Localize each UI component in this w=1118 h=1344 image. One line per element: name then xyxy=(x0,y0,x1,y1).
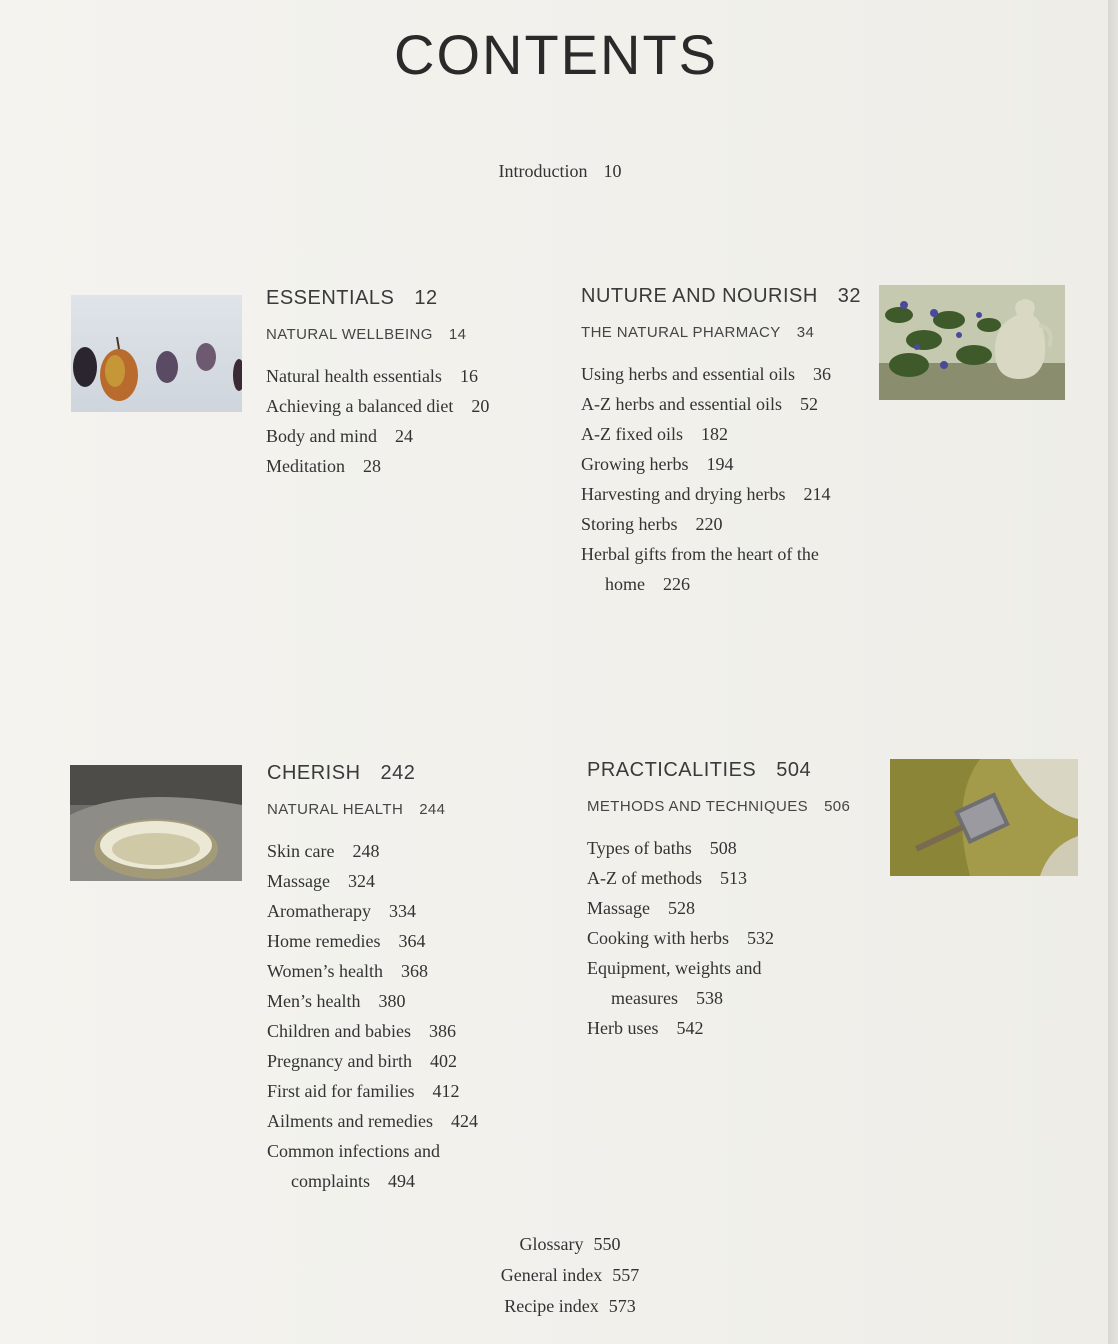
list-item: General index 557 xyxy=(500,1265,640,1285)
page-title: CONTENTS xyxy=(394,23,718,86)
list-item: First aid for families 412 xyxy=(267,1081,460,1101)
list-item: A-Z fixed oils 182 xyxy=(581,424,728,444)
end-matter xyxy=(420,1229,720,1322)
list-item: Glossary 550 xyxy=(519,1234,621,1254)
section-page: 504 xyxy=(776,759,812,781)
section-title: PRACTICALITIES xyxy=(587,759,757,781)
list-item: Cooking with herbs 532 xyxy=(587,928,774,948)
list-item: Achieving a balanced diet 20 xyxy=(266,396,490,416)
list-item: Massage 324 xyxy=(267,871,375,891)
subsection-heading xyxy=(581,324,861,341)
list-item: Herbal gifts from the heart of the home 226 xyxy=(581,544,819,594)
section-title: NUTURE AND NOURISH xyxy=(581,285,818,307)
introduction-label: Introduction xyxy=(498,161,588,181)
list-item: Men’s health 380 xyxy=(267,991,406,1011)
section-page: 12 xyxy=(414,287,438,309)
introduction-page: 10 xyxy=(603,161,622,181)
list-item: Pregnancy and birth 402 xyxy=(267,1051,457,1071)
subsection-title: METHODS AND TECHNIQUES xyxy=(587,798,809,815)
section-cherish xyxy=(267,762,478,1196)
entry-list xyxy=(266,361,489,481)
list-item: Herb uses 542 xyxy=(587,1018,704,1038)
list-item: Skin care 248 xyxy=(267,841,380,861)
list-item: Types of baths 508 xyxy=(587,838,737,858)
subsection-heading xyxy=(267,801,478,818)
section-heading xyxy=(581,285,861,308)
list-item: Common infections and complaints 494 xyxy=(267,1141,440,1191)
section-page: 242 xyxy=(380,762,416,784)
list-item: Children and babies 386 xyxy=(267,1021,456,1041)
list-item: Recipe index 573 xyxy=(504,1296,636,1316)
section-heading xyxy=(267,762,478,785)
list-item: A-Z of methods 513 xyxy=(587,868,747,888)
list-item: Harvesting and drying herbs 214 xyxy=(581,484,831,504)
list-item: A-Z herbs and essential oils 52 xyxy=(581,394,818,414)
list-item: Meditation 28 xyxy=(266,456,381,476)
list-item: Home remedies 364 xyxy=(267,931,426,951)
subsection-title: THE NATURAL PHARMACY xyxy=(581,324,781,341)
list-item: Body and mind 24 xyxy=(266,426,413,446)
scoop-photo xyxy=(890,759,1078,876)
herbs-photo xyxy=(879,285,1065,400)
list-item: Aromatherapy 334 xyxy=(267,901,416,921)
essentials-photo xyxy=(71,295,242,412)
entry-list xyxy=(587,833,850,1043)
subsection-title: NATURAL HEALTH xyxy=(267,801,404,818)
list-item: Equipment, weights and measures 538 xyxy=(587,958,762,1008)
subsection-page: 14 xyxy=(448,326,467,343)
end-matter-list xyxy=(420,1229,720,1322)
introduction-entry xyxy=(0,161,1118,182)
entry-list xyxy=(267,836,478,1196)
subsection-page: 244 xyxy=(419,801,446,818)
section-nuture xyxy=(581,285,861,599)
section-practicalities xyxy=(587,759,850,1043)
section-heading xyxy=(587,759,850,782)
section-title: CHERISH xyxy=(267,762,361,784)
subsection-page: 506 xyxy=(824,798,851,815)
subsection-title: NATURAL WELLBEING xyxy=(266,326,433,343)
list-item: Natural health essentials 16 xyxy=(266,366,478,386)
section-essentials xyxy=(266,287,489,481)
section-heading xyxy=(266,287,489,310)
page-edge xyxy=(1108,0,1118,1344)
list-item: Massage 528 xyxy=(587,898,695,918)
subsection-heading xyxy=(266,326,489,343)
list-item: Ailments and remedies 424 xyxy=(267,1111,478,1131)
list-item: Women’s health 368 xyxy=(267,961,429,981)
entry-list xyxy=(581,359,861,599)
list-item: Storing herbs 220 xyxy=(581,514,723,534)
section-title: ESSENTIALS xyxy=(266,287,395,309)
list-item: Using herbs and essential oils 36 xyxy=(581,364,831,384)
subsection-page: 34 xyxy=(796,324,815,341)
section-page: 32 xyxy=(837,285,862,307)
subsection-heading xyxy=(587,798,850,815)
list-item: Growing herbs 194 xyxy=(581,454,734,474)
cherish-photo xyxy=(70,765,242,881)
